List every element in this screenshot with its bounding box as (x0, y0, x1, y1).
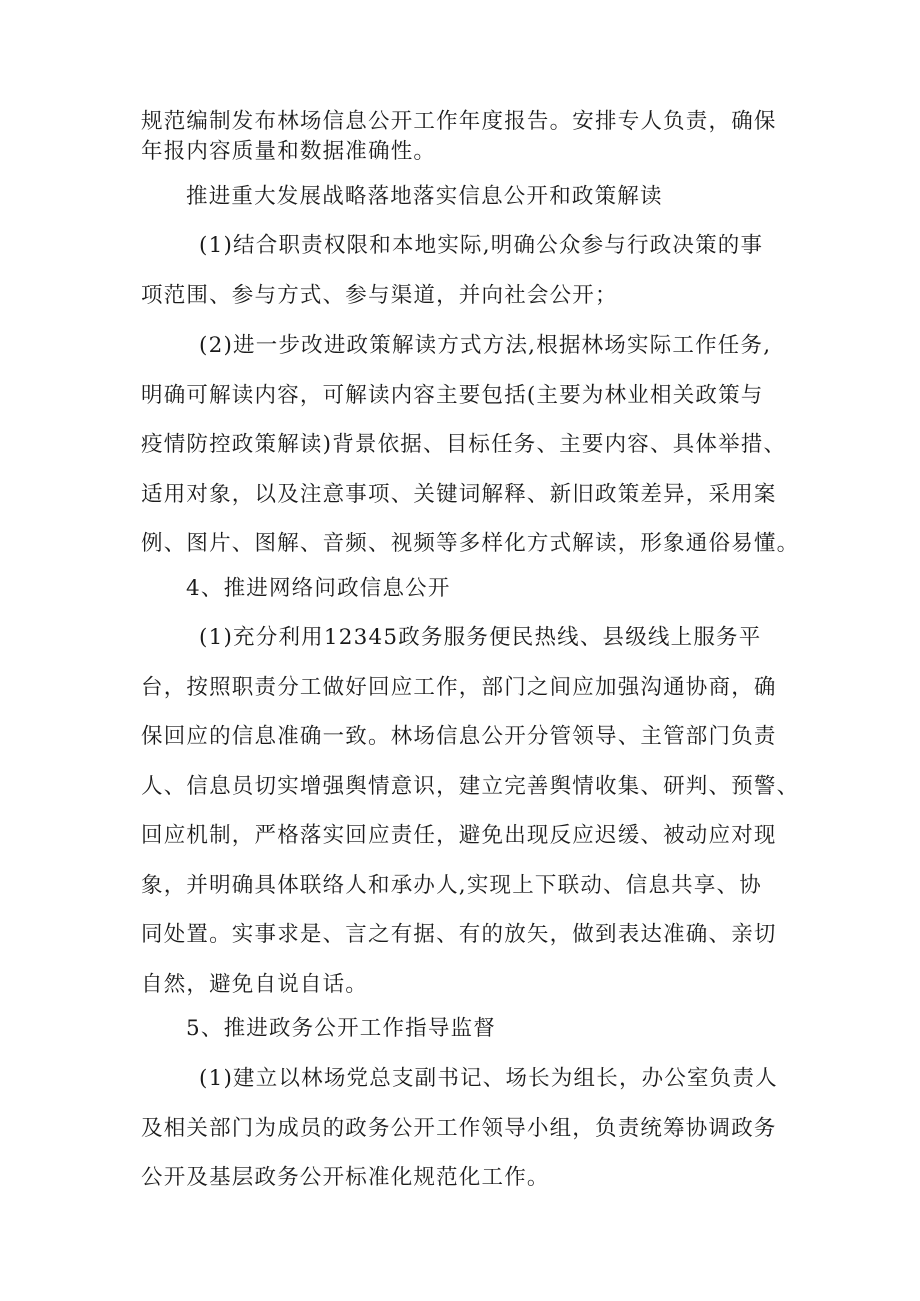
text-line: 象，并明确具体联络人和承办人,实现上下联动、信息共享、协 (141, 872, 762, 898)
text-line: (1)充分利用12345政务服务便民热线、县级线上服务平 (199, 625, 762, 650)
text-line: 台，按照职责分工做好回应工作，部门之间应加强沟通协商，确 (141, 674, 777, 700)
section-heading-4-online-inquiry (141, 564, 791, 614)
text-line: 年报内容质量和数据准确性。 (141, 139, 437, 164)
text-line: 疫情防控政策解读)背景依据、目标任务、主要内容、具体举措、 (141, 432, 787, 457)
section-heading-5-supervision (141, 1004, 791, 1054)
text-line: 回应机制，严格落实回应责任，避免出现反应迟缓、被动应对现 (141, 823, 777, 848)
text-line: 及相关部门为成员的政务公开工作领导小组，负责统筹协调政务 (141, 1115, 777, 1141)
text-line: 自然，避免自说自话。 (141, 971, 369, 997)
paragraph-item-1-leading-group (141, 1054, 791, 1203)
text-line: 规范编制发布林场信息公开工作年度报告。安排专人负责，确保 (141, 109, 777, 134)
text-line: 明确可解读内容，可解读内容主要包括(主要为林业相关政策与 (141, 382, 764, 408)
text-line: 同处置。实事求是、言之有据、有的放矢，做到表达准确、亲切 (141, 922, 777, 947)
text-line: 适用对象，以及注意事项、关键词解释、新旧政策差异，采用案 (141, 481, 777, 507)
text-line: 项范围、参与方式、参与渠道，并向社会公开； (141, 282, 618, 308)
paragraph-item-1-public-participation (141, 221, 791, 320)
paragraph-item-2-policy-interpretation (141, 321, 800, 569)
text-line: (1)结合职责权限和本地实际,明确公众参与行政决策的事 (199, 233, 764, 258)
text-line: 4、推进网络问政信息公开 (186, 576, 451, 601)
text-line: 例、图片、图解、音频、视频等多样化方式解读，形象通俗易懂。 (141, 531, 800, 556)
text-line: 人、信息员切实增强舆情意识，建立完善舆情收集、研判、预警、 (141, 773, 800, 799)
section-heading-policy-interpretation (141, 172, 791, 222)
text-line: 公开及基层政务公开标准化规范化工作。 (141, 1165, 550, 1190)
text-line: 保回应的信息准确一致。林场信息公开分管领导、主管部门负责 (141, 724, 777, 749)
text-line: 推进重大发展战略落地落实信息公开和政策解读 (186, 184, 663, 209)
text-line: 5、推进政务公开工作指导监督 (186, 1016, 496, 1041)
text-line: (1)建立以林场党总支副书记、场长为组长，办公室负责人 (199, 1066, 778, 1091)
paragraph-item-1-hotline-response (141, 613, 800, 1009)
paragraph-annual-report (141, 107, 791, 167)
text-line: (2)进一步改进政策解读方式方法,根据林场实际工作任务, (199, 333, 772, 358)
